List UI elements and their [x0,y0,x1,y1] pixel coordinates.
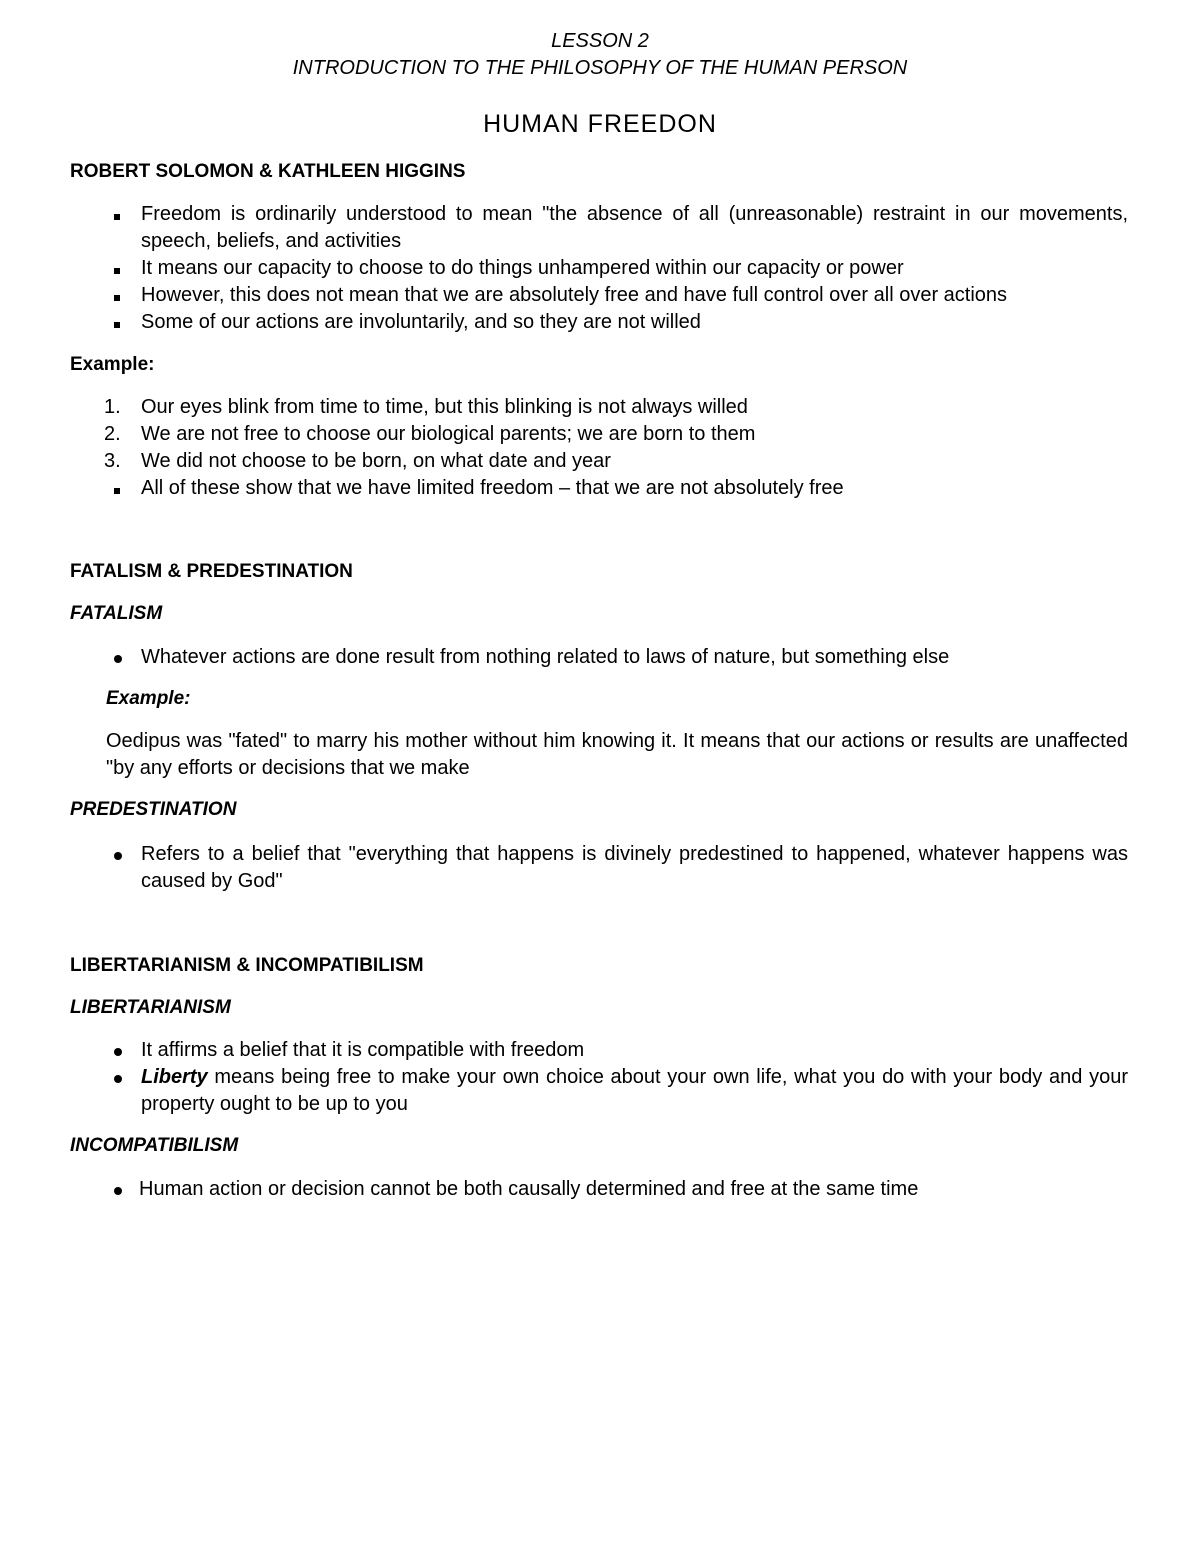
list-item-text: Human action or decision cannot be both causally determined and free at the same time [139,1178,919,1200]
square-bullet-icon [104,309,134,336]
subheading-libertarianism: LIBERTARIANISM [70,997,231,1018]
numbered-item-text: We are not free to choose our biological parents; we are born to them [141,423,756,445]
dot-bullet-icon [104,644,134,671]
list-item [106,1176,1130,1203]
dot-bullet-icon [104,1064,134,1091]
list-item [104,841,1128,895]
lesson-header [0,28,1200,82]
subheading-incompatibilism: INCOMPATIBILISM [70,1135,239,1156]
list-item [104,309,1128,336]
numbered-item [104,421,1128,448]
course-title: INTRODUCTION TO THE PHILOSOPHY OF THE HUMAN PERSON [292,57,908,79]
section-heading-solomon-higgins: ROBERT SOLOMON & KATHLEEN HIGGINS [70,161,466,182]
dot-bullet-icon [106,1176,136,1203]
item-number: 3. [104,450,121,472]
list-item [104,255,1128,282]
list-item-text: Freedom is ordinarily understood to mean "the absence of all (unreasonable) restraint in our movements, speech, beliefs, and activities [141,203,1128,252]
lesson-number: LESSON 2 [551,30,649,52]
numbered-item [104,448,1128,475]
section-heading-libertarianism-incompatibilism: LIBERTARIANISM & INCOMPATIBILISM [70,955,424,976]
liberty-term: Liberty [141,1066,208,1088]
dot-bullet-icon [104,841,134,868]
list-item-text: All of these show that we have limited freedom – that we are not absolutely free [141,477,844,499]
item-number: 1. [104,396,121,418]
numbered-item-text: Our eyes blink from time to time, but this blinking is not always willed [141,396,748,418]
fatalism-example-text: Oedipus was "fated" to marry his mother without him knowing it. It means that our actions or results are unaffected "by any efforts or decisions that we make [106,730,1128,779]
fatalism-example-label: Example: [106,688,191,709]
liberty-definition: means being free to make your own choice about your own life, what you do with your body and your property ought to be up to you [141,1066,1128,1115]
dot-bullet-icon [104,1037,134,1064]
list-item-text: Refers to a belief that "everything that happens is divinely predestined to happened, whatever happens was caused by God" [141,843,1128,892]
list-item [104,282,1128,309]
square-bullet-icon [104,255,134,282]
list-item [104,1064,1128,1118]
list-item-text: It means our capacity to choose to do things unhampered within our capacity or power [141,257,904,279]
list-item-text: However, this does not mean that we are absolutely free and have full control over all over actions [141,284,1008,306]
list-item-text: Some of our actions are involuntarily, and so they are not willed [141,311,701,333]
square-bullet-icon [104,475,134,502]
list-item-text [141,1064,1128,1118]
square-bullet-icon [104,282,134,309]
list-item [104,475,1128,502]
numbered-item [104,394,1128,421]
page-title: HUMAN FREEDON [483,110,717,138]
square-bullet-icon [104,201,134,228]
list-item-text: Whatever actions are done result from nothing related to laws of nature, but something else [141,646,950,668]
subheading-predestination: PREDESTINATION [70,799,237,820]
example-label: Example: [70,354,155,375]
item-number: 2. [104,423,121,445]
numbered-item-text: We did not choose to be born, on what date and year [141,450,611,472]
list-item [104,201,1128,255]
list-item-text: It affirms a belief that it is compatible with freedom [141,1039,585,1061]
list-item [104,1037,1128,1064]
list-item [104,644,1128,671]
section-heading-fatalism-predestination: FATALISM & PREDESTINATION [70,561,353,582]
subheading-fatalism: FATALISM [70,603,163,624]
